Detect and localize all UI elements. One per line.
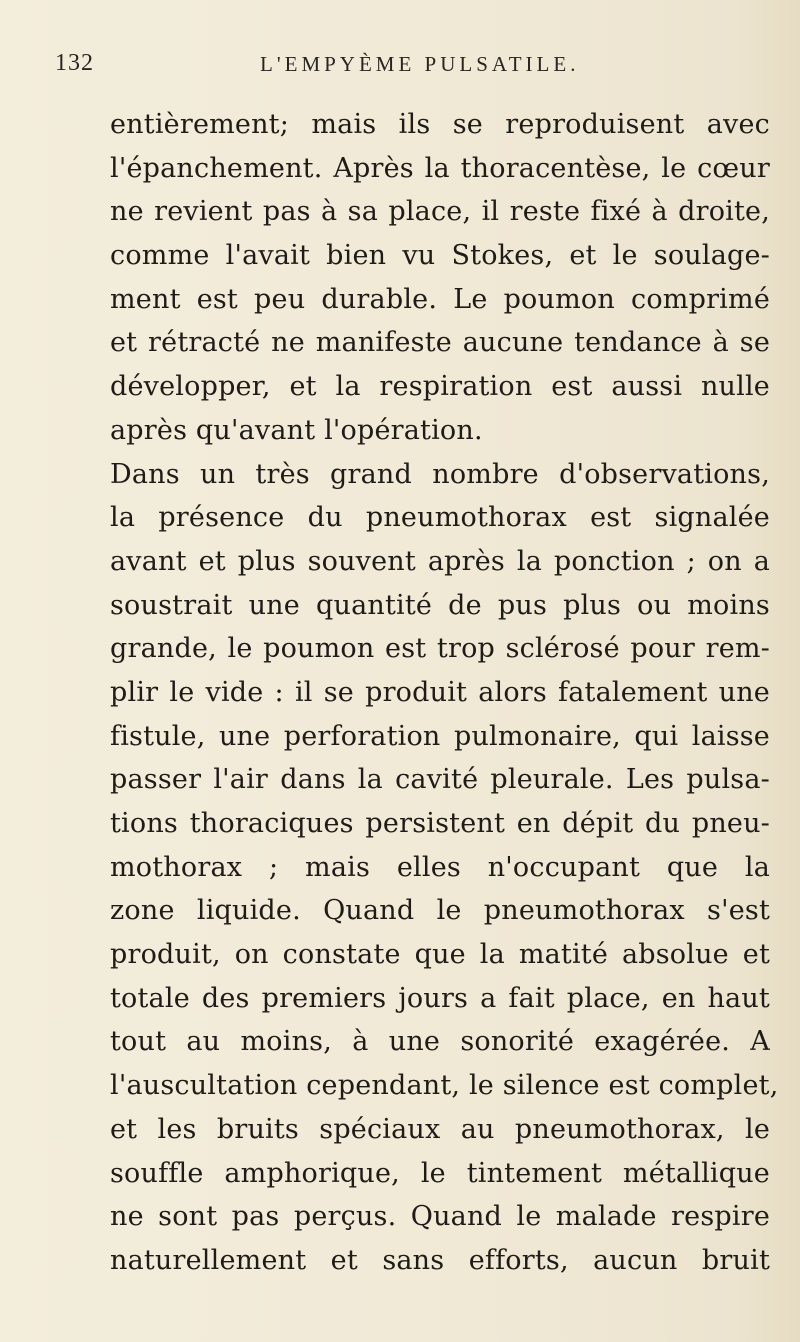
- text-line: ne revient pas à sa place, il reste fixé à droite,: [110, 196, 770, 228]
- text-line: plir le vide : il se produit alors fatalement une: [110, 676, 770, 708]
- text-line: développer, et la respiration est aussi nulle: [110, 371, 770, 403]
- text-line: et les bruits spéciaux au pneumothorax, le: [110, 1113, 770, 1145]
- text-line: grande, le poumon est trop sclérosé pour rem-: [110, 633, 770, 665]
- text-line: passer l'air dans la cavité pleurale. Les pulsa-: [110, 764, 770, 796]
- text-line: souffle amphorique, le tintement métallique: [110, 1157, 770, 1189]
- paragraph-end-line: après qu'avant l'opération.: [110, 414, 483, 446]
- body-text: [110, 103, 779, 1283]
- text-line: naturellement et sans efforts, aucun bruit: [110, 1244, 770, 1276]
- text-line: produit, on constate que la matité absolue et: [110, 939, 770, 971]
- text-line: ment est peu durable. Le poumon comprimé: [110, 283, 770, 315]
- text-line: soustrait une quantité de pus plus ou moins: [110, 589, 770, 621]
- page-number: 132: [55, 50, 94, 76]
- text-line: comme l'avait bien vu Stokes, et le soulage-: [110, 240, 770, 272]
- text-line: avant et plus souvent après la ponction ; on a: [110, 545, 770, 577]
- text-line: et rétracté ne manifeste aucune tendance à se: [110, 327, 770, 359]
- text-line: tions thoraciques persistent en dépit du pneu-: [110, 808, 770, 839]
- running-head: L'EMPYÈME PULSATILE.: [260, 52, 580, 76]
- text-line: fistule, une perforation pulmonaire, qui laisse: [110, 720, 770, 752]
- text-line: zone liquide. Quand le pneumothorax s'est: [110, 895, 770, 927]
- text-line: totale des premiers jours a fait place, en haut: [110, 982, 770, 1014]
- page-header: [55, 50, 755, 90]
- text-line: l'auscultation cependant, le silence est complet,: [110, 1070, 779, 1102]
- text-line: entièrement; mais ils se reproduisent avec: [110, 109, 770, 140]
- paragraph-start-line: Dans un très grand nombre d'observations,: [110, 458, 770, 490]
- text-line: ne sont pas perçus. Quand le malade respire: [110, 1201, 770, 1233]
- text-line: mothorax ; mais elles n'occupant que la: [110, 851, 770, 883]
- text-line: l'épanchement. Après la thoracentèse, le cœur: [110, 152, 770, 184]
- text-line: la présence du pneumothorax est signalée: [110, 502, 770, 534]
- text-line: tout au moins, à une sonorité exagérée. A: [110, 1026, 770, 1058]
